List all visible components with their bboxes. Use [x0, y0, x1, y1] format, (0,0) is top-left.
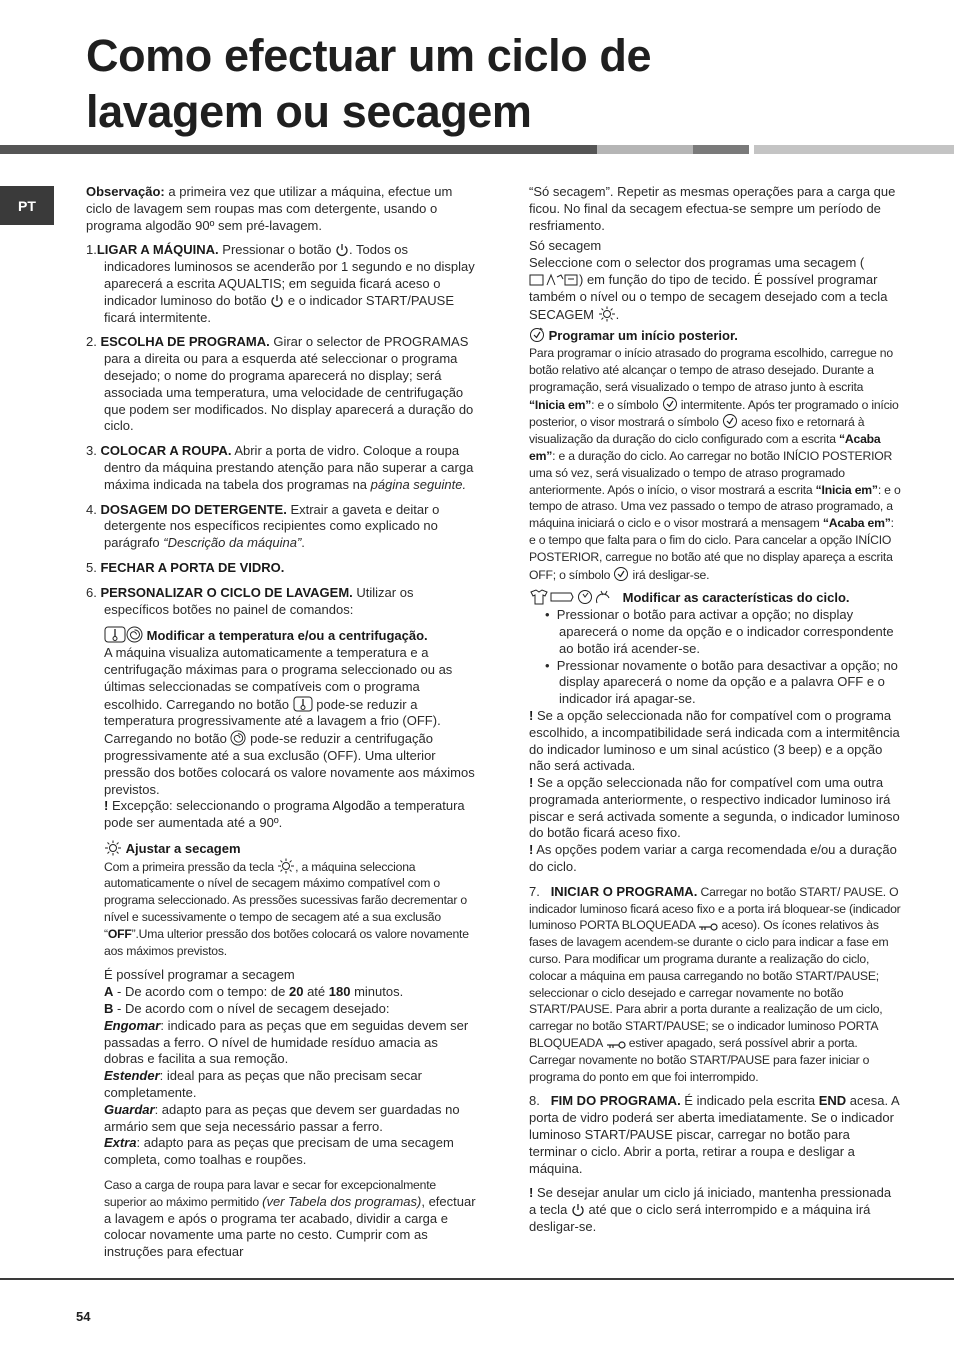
delay-clock-icon: [722, 413, 738, 429]
text: “Acaba em”: [529, 432, 881, 463]
text: , efectuar a lavagem e após o programa ter acabado, dividir a carga e colocar novamente uma parte no cesto. Cumprir com as instruções para efectuar: [104, 1193, 476, 1260]
observation-paragraph: [86, 184, 478, 234]
step-6: [86, 585, 478, 619]
title-line-1: Como efectuar um ciclo de: [86, 30, 652, 81]
text: : e o símbolo: [591, 397, 662, 412]
text: Pressionar novamente o botão para desactivar a opção; no display aparecerá o nome da opção e a palavra OFF e o indicador irá apagar-se.: [556, 657, 898, 707]
step-3: [86, 443, 478, 493]
step-number: 6.: [86, 584, 97, 600]
step-title: PERSONALIZAR O CICLO DE LAVAGEM.: [100, 584, 353, 600]
step-number: 3.: [86, 443, 97, 459]
footer-rule: [0, 1278, 954, 1280]
text: ) em função do tipo de tecido. É possível programar também o nível ou o tempo de secagem desejado com a tecla SECAGEM: [529, 271, 888, 322]
power-icon: [270, 294, 284, 308]
option-icons: [529, 589, 619, 605]
step-text: Extrair a gaveta e deitar o detergente nos específicos recipientes como explicado no parágrafo: [104, 501, 440, 551]
dry-only-text: [529, 255, 901, 323]
option-a: [104, 984, 478, 1001]
text: pode-se reduzir a centrifugação progressivamente até a sua exclusão (OFF). Uma ulterior pressão dos botões colocará os valore novamente aos máximos previstos.: [104, 731, 475, 797]
step-title: ESCOLHA DE PROGRAMA.: [100, 334, 270, 350]
text: “Inicia em”: [529, 397, 592, 412]
warning-mark: !: [529, 842, 534, 858]
level-engomar: [104, 1018, 478, 1068]
delay-clock-icon: [662, 396, 678, 412]
text: : ideal para as peças que não precisam secar completamente.: [104, 1068, 422, 1101]
exception-note: [104, 798, 478, 832]
header-rule: [0, 145, 954, 154]
rule-segment-dark: [0, 145, 597, 154]
step-number: 8.: [529, 1093, 540, 1109]
level-guardar: [104, 1102, 478, 1136]
warning-mark: !: [104, 798, 109, 814]
delay-heading: [529, 327, 901, 345]
text: Pressionar o botão para activar a opção; no display aparecerá o nome da opção e o indicador correspondente ao botão irá acender-se.: [556, 607, 894, 656]
text: - De acordo com o tempo: de: [113, 984, 289, 1000]
text: acesa. A porta de vidro poderá ser aberta imediatamente. Se o indicador luminoso START/PAUSE piscar, carregar no botão para terminar o ciclo. Abrir a porta, retirar a roupa e desligar a máquina.: [529, 1093, 899, 1176]
temperature-text: [104, 645, 478, 798]
step-number: 1.: [86, 242, 97, 258]
step-5: [86, 560, 478, 577]
features-title: Modificar as características do ciclo.: [622, 590, 850, 606]
delay-clock-icon: [529, 327, 545, 343]
step-1: [86, 242, 478, 326]
text: Com a primeira pressão da tecla: [104, 859, 278, 874]
text: “Inicia em”: [815, 482, 878, 497]
text: OFF: [107, 926, 132, 941]
text: pode-se reduzir a temperatura progressivamente até a lavagem a frio (OFF). Carregando no botão: [104, 696, 441, 747]
text: - De acordo com o nível de secagem desejado:: [113, 1001, 390, 1017]
warning-1: [529, 708, 901, 775]
text: : e o tempo que falta para o fim do ciclo. Para cancelar a opção INÍCIO POSTERIOR, carregue no botão até que no display apareça a escrita OFF; o símbolo: [529, 516, 894, 582]
dry-only-heading: Só secagem: [529, 238, 602, 254]
bullet: •: [545, 657, 550, 673]
observation-text: a primeira vez que utilizar a máquina, efectue um ciclo de lavagem sem roupas mas com detergente, usando o programa algodão 90º sem pré-lavagem.: [86, 184, 453, 233]
level-label: Guardar: [104, 1101, 155, 1117]
level-label: Engomar: [104, 1017, 161, 1033]
final-note: [529, 1185, 901, 1235]
feature-bullet-1: [529, 607, 901, 657]
warning-3: [529, 842, 901, 876]
step-text: Pressionar o botão: [218, 242, 336, 258]
text: : e o tempo de atraso. Uma vez passado o tempo de atraso programado, a máquina iniciará o ciclo e o visor mostrará a mensagem: [529, 482, 901, 531]
thermometer-icon: [293, 696, 313, 712]
fabric-types-icon: [529, 273, 579, 287]
title-line-2: lavagem ou secagem: [86, 86, 532, 137]
text: .: [615, 306, 620, 322]
text: Carregar no botão START/ PAUSE. O indicador luminoso ficará aceso fixo e a porta irá bloquear-se (indicador luminoso PORTA BLOQUEADA: [529, 884, 901, 933]
step-text: Utilizar os específicos botões no painel de comandos:: [104, 584, 414, 617]
delay-text: [529, 345, 901, 583]
text: (ver Tabela dos programas): [262, 1193, 422, 1209]
step-text: Abrir a porta de vidro. Coloque a roupa dentro da máquina prestando atenção para não superar a carga máxima indicada na tabela dos programas na: [104, 443, 474, 492]
bullet: •: [545, 607, 550, 623]
option-b: [104, 1001, 478, 1018]
text: , a máquina selecciona automaticamente o nível de secagem máximo compatível com o programa seleccionado. As pressões sucessivas farão decrementar o nível e sucessivamente o tempo de secagem até a sua exclusão “: [104, 859, 467, 941]
key-lock-icon: [606, 1040, 626, 1050]
left-column: [86, 184, 478, 1261]
text: É indicado pela escrita: [680, 1093, 819, 1109]
step-emphasis: página seguinte.: [370, 476, 467, 492]
step-title: FIM DO PROGRAMA.: [550, 1093, 681, 1109]
step-number: 7.: [529, 883, 540, 899]
power-icon: [571, 1203, 585, 1217]
step-4: [86, 502, 478, 552]
rule-segment-mid: [693, 145, 749, 154]
step-title: FECHAR A PORTA DE VIDRO.: [100, 559, 285, 575]
text: Caso a carga de roupa para lavar e secar for excepcionalmente superior ao máximo permitido: [104, 1178, 436, 1209]
page-title: [86, 28, 651, 140]
text: irá desligar-se.: [629, 567, 710, 582]
features-heading: [529, 589, 901, 607]
option-label: B: [104, 1001, 114, 1017]
feature-bullet-2: [529, 658, 901, 708]
step-number: 5.: [86, 559, 97, 575]
step-title: DOSAGEM DO DETERGENTE.: [100, 501, 287, 517]
text: intermitente. Após ter programado o início posterior, o visor mostrará o símbolo: [529, 397, 899, 430]
step-title: INICIAR O PROGRAMA.: [550, 883, 698, 899]
overload-note: [104, 1177, 478, 1261]
temperature-title: Modificar a temperatura e/ou a centrifugação.: [146, 628, 428, 644]
key-lock-icon: [698, 922, 718, 932]
text: Para programar o início atrasado do programa escolhido, carregue no botão relativo até alcançar o tempo de atraso desejado. Durante a programação, será visualizado o tempo de atraso junto à escrita: [529, 346, 893, 394]
rule-segment-light: [597, 145, 693, 154]
level-extra: [104, 1135, 478, 1169]
warning-mark: !: [529, 1185, 534, 1201]
right-column: [529, 184, 901, 1236]
step-text: . Todos os indicadores luminosos se acenderão por 1 segundo e no display aparecerá a escrita AQUALTIS; em seguida ficará aceso o indicador luminoso do botão: [104, 242, 475, 308]
rule-segment-right: [754, 145, 954, 154]
text: : indicado para as peças que em seguidas devem ser passadas a ferro. O nível de humidade resíduo amacia as dobras e facilita a sua remoção.: [104, 1017, 469, 1067]
text: : adapto para as peças que precisam de uma secagem completa, como toalhas e roupões.: [104, 1135, 454, 1168]
text: aceso). Os ícones relativos às fases de lavagem acendem-se durante o ciclo para indicar a fase em curso. Para modificar um programa durante a realização do ciclo, colocar a máquina em pausa carregando no botão START/PAUSE; seleccionar o ciclo desejado e carregar novamente no botão START/PAUSE. Para abrir a porta durante a realização de um ciclo, carregar no botão START/PAUSE; se o indicador luminoso PORTA BLOQUEADA: [529, 918, 889, 1051]
sun-drying-icon: [277, 858, 295, 874]
spin-icon: [126, 626, 143, 643]
programming-intro: É possível programar a secagem: [104, 967, 295, 983]
text: até que o ciclo será interrompido e a máquina irá desligar-se.: [529, 1202, 871, 1235]
step-title: COLOCAR A ROUPA.: [100, 443, 232, 459]
temperature-section: [86, 626, 478, 1261]
step-number: 4.: [86, 501, 97, 517]
observation-label: Observação:: [86, 184, 165, 199]
drying-text: [104, 858, 478, 960]
step-text: e o indicador START/PAUSE ficará intermitente.: [104, 292, 455, 325]
text: até: [303, 984, 329, 1000]
warning-mark: !: [529, 707, 534, 723]
text: Algodão: [332, 798, 381, 814]
text: : adapto para as peças que devem ser guardadas no armário sem que seja necessário passar a ferro.: [104, 1101, 460, 1134]
text: A máquina visualiza automaticamente a temperatura e a centrifugação máximas para o programa seleccionado ou as últimas seleccionadas se compatíveis com o programa escolhido. Carregando no botão: [104, 645, 453, 712]
text: estiver apagado, será possível abrir a porta. Carregar novamente no botão START/PAUSE para fazer iniciar o programa do ponto em que foi interrompido.: [529, 1036, 870, 1084]
delay-clock-icon: [613, 566, 629, 582]
text: END: [818, 1093, 847, 1109]
language-tab: PT: [0, 186, 54, 225]
step-text: .: [301, 535, 305, 551]
step-8: [529, 1093, 901, 1177]
text: a temperatura pode ser aumentada até a 90º.: [104, 798, 465, 831]
step-title: LIGAR A MÁQUINA.: [96, 242, 219, 258]
delay-title: Programar um início posterior.: [548, 328, 738, 344]
power-icon: [335, 243, 349, 257]
page-number: 54: [76, 1309, 91, 1324]
step-2: [86, 334, 478, 435]
text: As opções podem variar a carga recomendada e/ou a duração do ciclo.: [529, 842, 897, 875]
thermometer-icon: [104, 626, 126, 643]
level-label: Extra: [104, 1135, 137, 1151]
level-label: Estender: [104, 1068, 160, 1084]
drying-heading: [104, 840, 478, 858]
step-text: Girar o selector de PROGRAMAS para a direita ou para a esquerda até seleccionar o programa desejado; o nome do programa aparecerá no display; será associada uma temperatura, uma velocidade de centrifugação que podem ser modificados. No display aparecerá a duração do ciclo.: [104, 334, 474, 434]
text: 20: [288, 984, 304, 1000]
warning-mark: !: [529, 775, 534, 791]
text: ”.Uma ulterior pressão dos botões colocará os valore novamente aos máximos previstos.: [104, 926, 469, 958]
step-emphasis: “Descrição da máquina”: [163, 535, 302, 551]
text: Excepção: seleccionando o programa: [108, 798, 333, 814]
warning-2: [529, 775, 901, 842]
step-number: 2.: [86, 334, 97, 350]
option-label: A: [104, 984, 114, 1000]
text: 180: [328, 984, 351, 1000]
sun-drying-icon: [598, 306, 616, 322]
text: minutos.: [350, 984, 404, 1000]
text: Se a opção seleccionada não for compatível com uma outra programada anteriormente, o respectivo indicador luminoso irá piscar e será activada somente a segunda, o indicador luminoso do botão ficará aceso fixo.: [529, 775, 900, 841]
level-estender: [104, 1068, 478, 1102]
text: Se desejar anular um ciclo já iniciado, mantenha pressionada a tecla: [529, 1185, 892, 1218]
continuation-text: “Só secagem”. Repetir as mesmas operações para a carga que ficou. No final da secagem efectua-se sempre um período de resfriamento.: [529, 184, 896, 233]
text: Se a opção seleccionada não for compatível com o programa escolhido, a incompatibilidade será indicada com a intermitência do indicador luminoso e um sinal acústico (3 beep) e a opção não será activada.: [529, 707, 900, 774]
text: aceso fixo e retornará à visualização da duração do ciclo configurado com a escrita: [529, 415, 865, 447]
step-7: [529, 884, 901, 1086]
text: Seleccione com o selector dos programas uma secagem (: [529, 255, 865, 271]
spin-icon: [230, 730, 246, 746]
text: : e a duração do ciclo. Ao carregar no botão INÍCIO POSTERIOR uma só vez, será visualizado o tempo de atraso programado anteriormente. Após o início, o visor mostrará a escrita: [529, 448, 893, 497]
sun-drying-icon: [104, 840, 122, 856]
drying-title: Ajustar a secagem: [125, 840, 241, 856]
temperature-heading: [104, 626, 478, 645]
text: “Acaba em”: [822, 516, 891, 531]
